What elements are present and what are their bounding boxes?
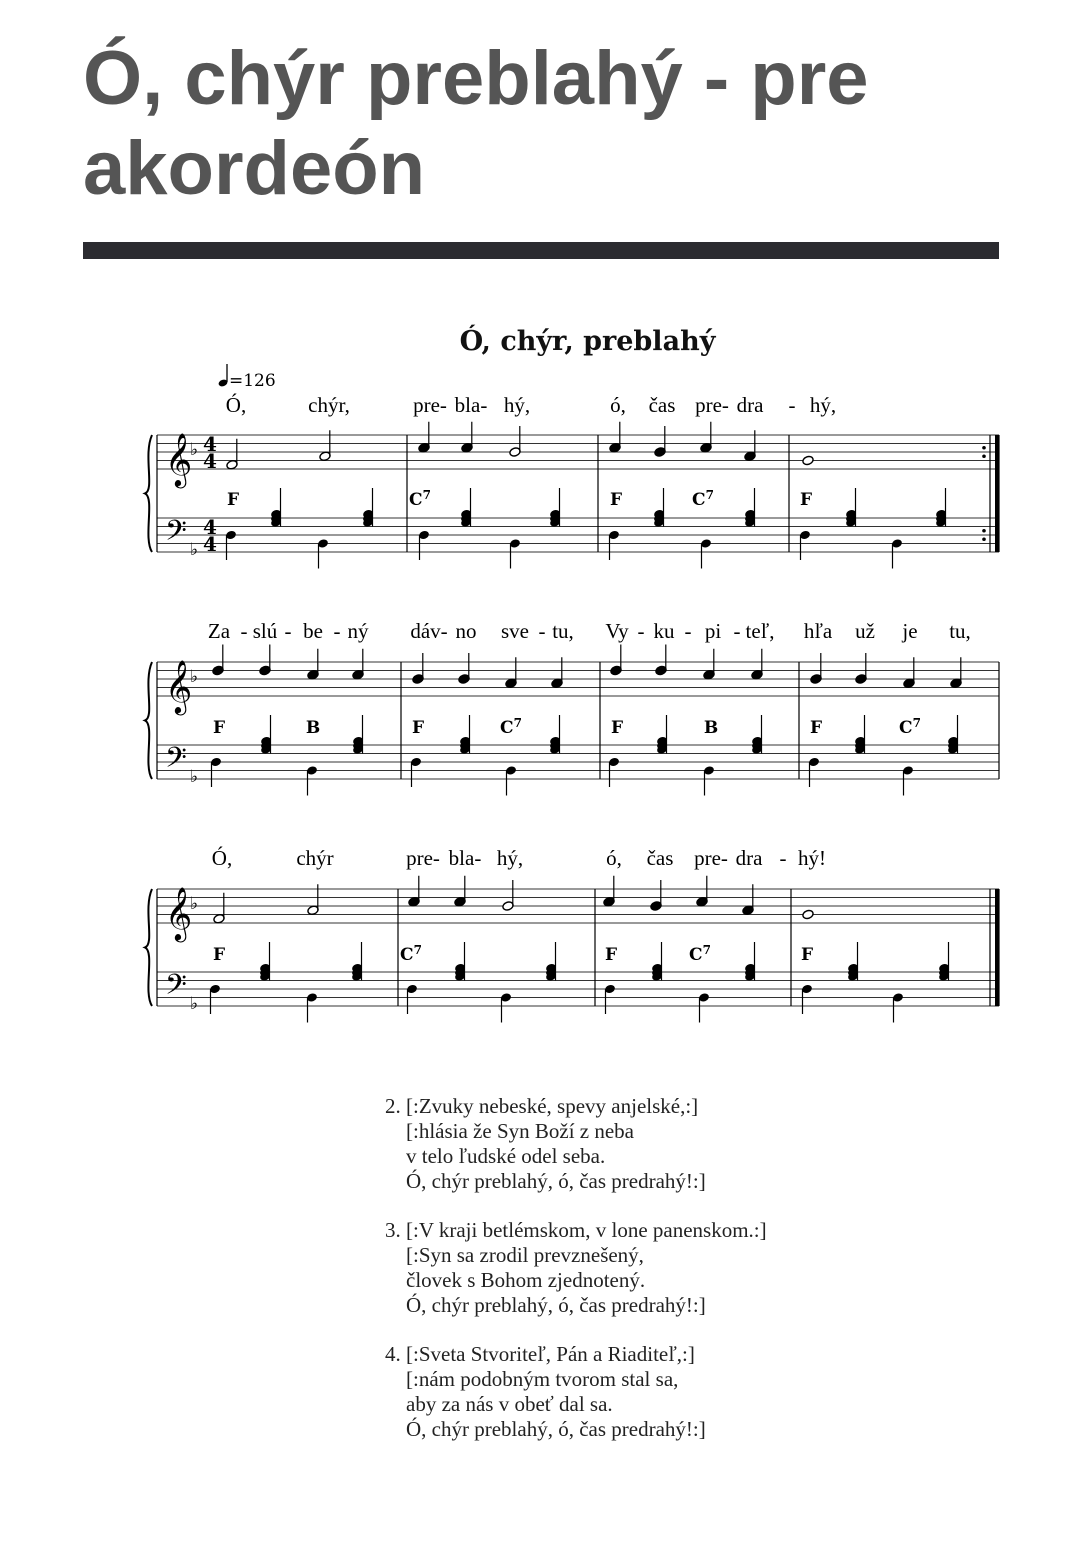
flat-icon: ♭	[190, 540, 199, 560]
verse-line: [:Zvuky nebeské, spevy anjelské,:]	[406, 1094, 699, 1118]
lyric-syllable: hľa	[803, 619, 833, 643]
lyric-syllable: -	[788, 393, 796, 417]
treble-clef-icon: 𝄞	[165, 432, 193, 486]
verse-line: [:Syn sa zrodil prevznešený,	[406, 1243, 644, 1267]
chord-symbol: F	[800, 945, 814, 965]
verse-line: [:V kraji betlémskom, v lone panenskom.:]	[406, 1218, 767, 1242]
system-brace	[145, 889, 152, 1006]
lyric-syllable: je	[902, 619, 918, 643]
verses	[385, 1094, 767, 1466]
repeat-dot	[982, 537, 986, 541]
lyric-syllable: -	[538, 619, 546, 643]
lyric-syllable: bla-	[454, 393, 488, 417]
chord-symbol: $C^7$	[400, 943, 422, 965]
chord-symbol: B	[305, 718, 321, 738]
chord-symbol: $C^7$	[692, 488, 714, 510]
lyric-syllable: ku	[653, 619, 675, 643]
chord-symbol: $C^7$	[899, 716, 921, 738]
repeat-dot	[982, 454, 986, 458]
bass-clef-icon: 𝄢	[165, 741, 187, 782]
lyric-syllable: chýr	[296, 846, 334, 870]
score-title: Ó, chýr, preblahý	[459, 326, 716, 357]
music-system	[145, 846, 999, 1023]
time-signature: 4	[203, 449, 217, 473]
lyric-syllable: tu,	[552, 619, 574, 643]
verse-line: Ó, chýr preblahý, ó, čas predrahý!:]	[406, 1417, 706, 1441]
lyric-syllable: čas	[648, 393, 676, 417]
lyric-syllable: už	[855, 619, 875, 643]
lyric-syllable: be	[303, 619, 323, 643]
lyric-syllable: dra	[736, 393, 764, 417]
chord-symbol: B	[703, 718, 719, 738]
music-system	[145, 393, 999, 569]
lyric-syllable: Ó,	[211, 846, 233, 870]
lyric-syllable: pre-	[694, 846, 728, 870]
repeat-dot	[982, 529, 986, 533]
lyric-syllable: sve	[501, 619, 529, 643]
chord-symbol: F	[212, 718, 226, 738]
chord-symbol: F	[604, 945, 618, 965]
lyric-syllable: -	[240, 619, 248, 643]
lyric-syllable: pre-	[695, 393, 729, 417]
lyric-syllable: teľ,	[745, 619, 775, 643]
time-signature: 4	[203, 432, 217, 456]
lyric-syllable: bla-	[448, 846, 482, 870]
lyric-syllable: -	[637, 619, 645, 643]
lyric-syllable: -	[284, 619, 292, 643]
treble-clef-icon: 𝄞	[165, 659, 193, 713]
lyric-syllable: dra	[735, 846, 763, 870]
chord-symbol: F	[610, 718, 624, 738]
lyric-syllable: Za	[207, 619, 231, 643]
flat-icon: ♭	[190, 767, 199, 787]
tempo-text: =126	[229, 371, 276, 391]
time-signature: 4	[203, 532, 217, 556]
final-bar-line	[995, 435, 999, 552]
lyric-syllable: ný	[347, 619, 369, 643]
chord-symbol: F	[809, 718, 823, 738]
verse-line: [:hlásia že Syn Boží z neba	[406, 1119, 635, 1143]
repeat-dot	[982, 446, 986, 450]
final-bar-line	[995, 889, 999, 1006]
lyric-syllable: čas	[646, 846, 674, 870]
verse-line: [:Sveta Stvoriteľ, Pán a Riaditeľ,:]	[406, 1342, 695, 1366]
verse-line: aby za nás v obeť dal sa.	[406, 1392, 613, 1416]
chord-symbol: $C^7$	[500, 716, 522, 738]
verse-line: Ó, chýr preblahý, ó, čas predrahý!:]	[406, 1169, 706, 1193]
lyric-syllable: -	[684, 619, 692, 643]
lyric-syllable: hý,	[503, 393, 531, 417]
lyric-syllable: dáv-	[410, 619, 448, 643]
lyric-syllable: pi	[704, 619, 722, 643]
music-system	[145, 619, 999, 796]
note-head	[802, 455, 814, 466]
verse-line: v telo ľudské odel seba.	[406, 1144, 606, 1168]
lyric-syllable: no	[455, 619, 477, 643]
lyric-syllable: pre-	[406, 846, 440, 870]
verse-number: 2.	[385, 1094, 401, 1118]
lyric-syllable: chýr,	[308, 393, 350, 417]
chord-symbol: F	[609, 490, 623, 510]
flat-icon: ♭	[190, 894, 199, 914]
system-brace	[145, 435, 152, 552]
lyric-syllable: -	[333, 619, 341, 643]
page-title: Ó, chýr preblahý - pre akordeón	[83, 36, 869, 211]
verse-2	[385, 1094, 767, 1194]
lyric-syllable: hý,	[809, 393, 837, 417]
verse-4	[385, 1342, 767, 1442]
flat-icon: ♭	[190, 994, 199, 1014]
chord-symbol: $C^7$	[689, 943, 711, 965]
lyric-syllable: ó,	[606, 846, 622, 870]
lyric-syllable: hý,	[496, 846, 524, 870]
bass-clef-icon: 𝄢	[165, 968, 187, 1009]
verse-number: 4.	[385, 1342, 401, 1366]
verse-3	[385, 1218, 767, 1318]
flat-icon: ♭	[190, 440, 199, 460]
chord-symbol: F	[799, 490, 813, 510]
chord-symbol: F	[226, 490, 240, 510]
time-signature: 4	[203, 515, 217, 539]
lyric-syllable: hý!	[798, 846, 826, 870]
bass-clef-icon: 𝄢	[165, 514, 187, 555]
verse-line: človek s Bohom zjednotený.	[406, 1268, 646, 1292]
lyric-syllable: Vy	[605, 619, 629, 643]
lyric-syllable: pre-	[413, 393, 447, 417]
lyric-syllable: tu,	[949, 619, 971, 643]
system-brace	[145, 662, 152, 779]
verse-line: Ó, chýr preblahý, ó, čas predrahý!:]	[406, 1293, 706, 1317]
verse-line: [:nám podobným tvorom stal sa,	[406, 1367, 679, 1391]
note-head	[802, 909, 814, 920]
lyric-syllable: -	[779, 846, 787, 870]
chord-symbol: F	[411, 718, 425, 738]
tempo-marking	[218, 364, 276, 391]
lyric-syllable: Ó,	[225, 393, 247, 417]
treble-clef-icon: 𝄞	[165, 886, 193, 940]
lyric-syllable: -	[733, 619, 741, 643]
verse-number: 3.	[385, 1218, 401, 1242]
flat-icon: ♭	[190, 667, 199, 687]
lyric-syllable: slú	[252, 619, 278, 643]
lyric-syllable: ó,	[610, 393, 626, 417]
chord-symbol: F	[212, 945, 226, 965]
chord-symbol: $C^7$	[409, 488, 431, 510]
